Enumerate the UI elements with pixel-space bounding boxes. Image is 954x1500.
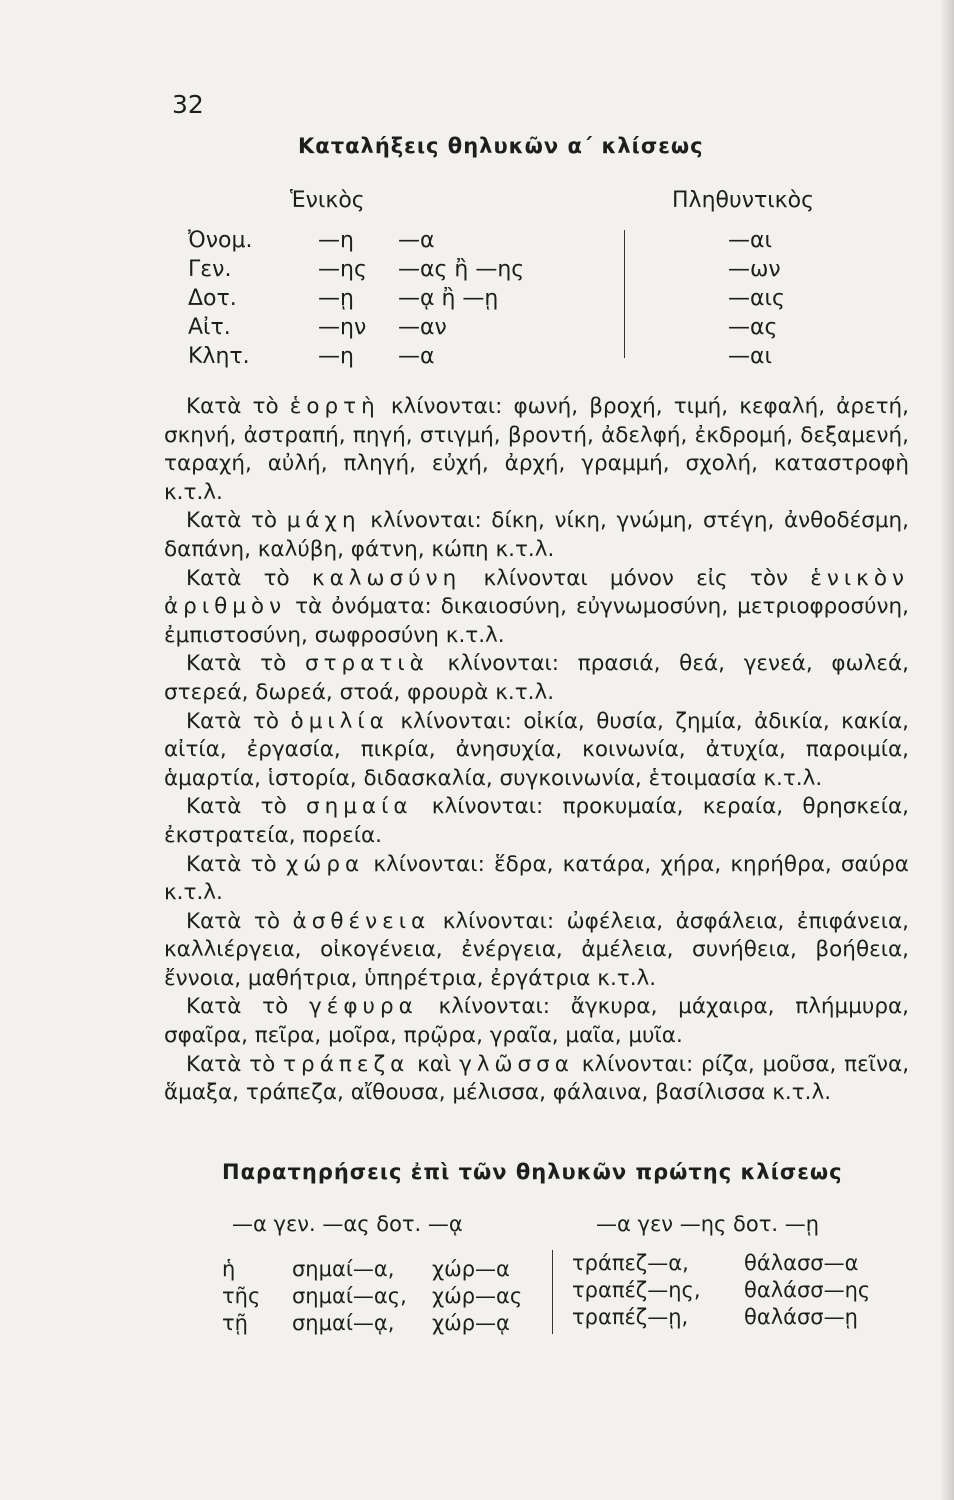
paragraph-text: κλίνονται: πρασιά, θεά, γενεά, φωλεά, στερεά, δωρεά, στοά, φρουρὰ κ.τ.λ. [164,651,909,705]
example-word: χώρ—ᾳ [432,1311,510,1335]
paradigm-row [188,342,828,371]
paradigm-row [188,255,828,284]
example-row [572,1250,870,1277]
paragraph [164,565,909,651]
example-word: τράπεζ—α, [572,1251,689,1275]
section-title: Καταλήξεις θηλυκῶν α΄ κλίσεως [298,134,704,158]
ending-plural: —ας [728,315,778,340]
model-word: χώρα [285,851,365,877]
observations-title: Παρατηρήσεις ἐπὶ τῶν θηλυκῶν πρώτης κλίσεως [222,1160,843,1184]
ending-alpha: —αν [398,315,447,340]
paragraph-lead: Κατὰ τὸ [186,794,287,820]
paragraph-lead: Κατὰ τὸ [186,851,277,877]
paradigm-row [188,284,828,313]
ending-alpha: —ας ἢ —ης [398,257,525,282]
example-word: τραπέζ—ῃ, [572,1305,689,1329]
paradigm-table [188,226,828,371]
paragraph-text: κλίνονται μόνον εἰς τὸν [483,565,789,591]
ending-eta: —η [318,228,354,253]
model-word: μάχη [286,508,361,534]
right-example-header: —α γεν —ης δοτ. —ῃ [596,1212,820,1236]
plural-header: Πληθυντικὸς [672,188,815,213]
paragraph-lead: Κατὰ τὸ [186,994,289,1020]
case-label: Αἰτ. [188,315,231,340]
body-text [164,393,909,1108]
ending-plural: —αι [728,228,772,253]
case-label: Δοτ. [188,286,237,311]
example-row [222,1283,522,1310]
article: τῆς [222,1284,261,1308]
paragraph [164,993,909,1050]
example-row [222,1310,522,1337]
example-word: χώρ—ας [432,1284,523,1308]
case-label: Γεν. [188,257,232,282]
paragraph-text: κλίνονται: προκυμαία, κεραία, θρησκεία, ἐκστρατεία, πορεία. [164,794,910,848]
example-word: θάλασσ—α [744,1251,859,1275]
left-examples [222,1256,522,1337]
ending-eta: —η [318,344,354,369]
paragraph-lead: Κατὰ τὸ [186,565,290,591]
model-word: ἑορτὴ [289,394,380,419]
paragraph-text: κλίνονται: δίκη, νίκη, γνώμη, στέγη, ἀνθοδέσμη, δαπάνη, καλύβη, φάτνη, κώπη κ.τ.λ. [164,508,909,562]
model-word: τράπεζα [283,1051,410,1077]
paragraph [164,393,909,507]
paragraph-text: κλίνονται: ἄγκυρα, μάχαιρα, πλήμμυρα, σφαῖρα, πεῖρα, μοῖρα, πρῷρα, γραῖα, μαῖα, μυῖα. [164,994,910,1049]
paragraph-text: κλίνονται: οἰκία, θυσία, ζημία, ἀδικία, κακία, αἰτία, ἐργασία, πικρία, ἀνησυχία, κοινωνία, ἀτυχία, παροιμία, ἁμαρτία, ἱστορία, διδασκαλία, συγκοινωνία, ἑτοιμασία κ.τ.λ. [164,708,909,791]
paragraph [164,507,909,564]
ending-plural: —αις [728,286,785,311]
example-word: χώρ—α [432,1257,510,1281]
ending-eta: —ης [318,257,367,282]
paragraph-text: κλίνονται: ἕδρα, κατάρα, χήρα, κηρήθρα, σαύρα κ.τ.λ. [164,851,909,906]
example-word: σημαί—ας, [292,1284,407,1308]
paradigm-row [188,226,828,255]
example-divider [552,1250,553,1334]
ending-alpha: —α [398,228,435,253]
model-word: γλῶσσα [459,1051,574,1077]
left-example-header: —α γεν. —ας δοτ. —ᾳ [232,1212,463,1236]
paragraph [164,708,909,794]
paragraph-lead: Κατὰ τὸ [186,908,280,934]
paragraph-lead: Κατὰ τὸ [186,394,279,419]
case-label: Ὀνομ. [188,228,253,253]
model-word: στρατιὰ [304,651,429,677]
ending-eta: —ην [318,315,367,340]
example-row [222,1256,522,1283]
article: ἡ [222,1257,236,1281]
paragraph-text: τὰ ὀνόματα: δικαιοσύνη, εὐγνωμοσύνη, μετριοφροσύνη, ἐμπιστοσύνη, σωφροσύνη κ.τ.λ. [164,594,909,648]
column-divider [624,230,625,358]
paradigm-row [188,313,828,342]
article: τῇ [222,1311,248,1335]
paragraph-text: κλίνονται: φωνή, βροχή, τιμή, κεφαλή, ἀρετή, σκηνή, ἀστραπή, πηγή, στιγμή, βροντή, ἀδελφή, ἐκδρομή, δεξαμενή, ταραχή, αὐλή, πληγή, εὐχή, ἀρχή, γραμμή, σχολή, καταστροφὴ κ.τ.λ. [164,394,910,505]
paragraph-lead: Κατὰ τὸ [186,508,278,534]
paragraph-lead: Κατὰ τὸ [186,708,280,734]
model-word: σημαία [305,794,413,820]
ending-alpha: —ᾳ ἢ —ῃ [398,286,499,311]
paragraph-text: κλίνονται: ὠφέλεια, ἀσφάλεια, ἐπιφάνεια, καλλιέργεια, οἰκογένεια, ἐνέργεια, ἀμέλεια, συνήθεια, βοήθεια, ἔννοια, μαθήτρια, ὑπηρέτρια, ἐργάτρια κ.τ.λ. [164,908,910,991]
model-word: ἀσθένεια [292,908,431,934]
page-number: 32 [172,90,204,119]
example-row [572,1304,870,1331]
model-word: ὁμιλία [290,708,389,734]
example-row [572,1277,870,1304]
paragraph [164,1051,909,1108]
ending-eta: —ῃ [318,286,354,311]
example-word: θαλάσσ—ῃ [744,1305,858,1329]
model-word: ἑνικὸν ἀριθμὸν [164,565,909,620]
paragraph [164,851,909,908]
singular-header: Ἑνικὸς [290,188,365,213]
paragraph-text: κλίνονται: ρίζα, μοῦσα, πεῖνα, ἅμαξα, τράπεζα, αἴθουσα, μέλισσα, φάλαινα, βασίλισσα κ.τ.λ. [164,1051,910,1106]
example-word: θαλάσσ—ης [744,1278,871,1302]
paragraph [164,908,909,994]
right-examples [572,1250,870,1331]
model-word: καλωσύνη [311,565,462,591]
model-word: γέφυρα [308,994,418,1020]
paragraph-lead: Κατὰ τὸ [186,1051,276,1077]
paragraph [164,650,909,707]
case-label: Κλητ. [188,344,250,369]
example-word: σημαί—α, [292,1257,395,1281]
ending-plural: —ων [728,257,781,282]
paragraph-lead: Κατὰ τὸ [186,651,287,677]
example-word: σημαί—ᾳ, [292,1311,395,1335]
ending-alpha: —α [398,344,435,369]
ending-plural: —αι [728,344,772,369]
paragraph-text: καὶ [417,1051,452,1077]
paragraph [164,793,909,850]
page-edge-shadow [940,0,954,1500]
example-word: τραπέζ—ης, [572,1278,701,1302]
